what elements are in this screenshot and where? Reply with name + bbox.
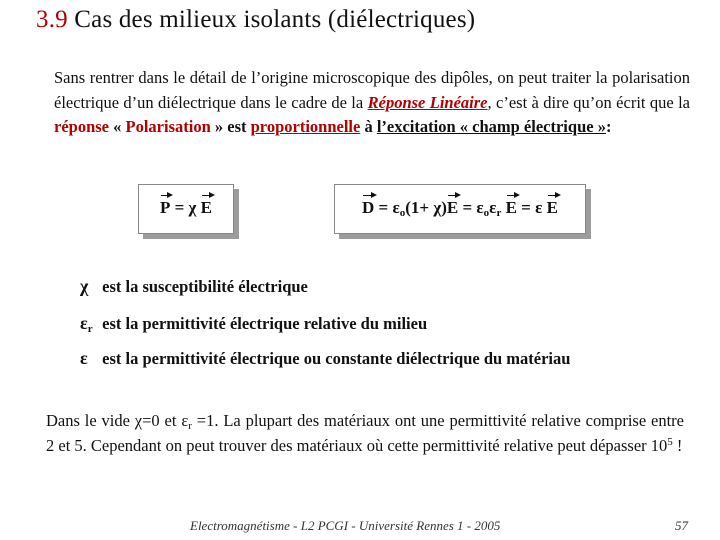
eq2-epsilon-r: ε [489, 198, 497, 217]
eq1-mid: = χ [170, 198, 201, 217]
vide-part-c: ! [672, 435, 683, 455]
vide-part-a: Dans le vide χ=0 et ε [46, 411, 189, 430]
eq2-part-d: = ε [516, 198, 547, 217]
eq2-sub-o: o [399, 207, 406, 219]
symbol-epsilon-2: ε [80, 348, 88, 368]
section-number: 3.9 [36, 6, 68, 33]
reponse-lineaire-term: Réponse Linéaire [367, 92, 488, 112]
equation-displacement-box [334, 184, 586, 234]
equation-polarisation-box [138, 184, 234, 234]
vide-sub-r: r [188, 420, 192, 432]
definition-chi-text: est la susceptibilité électrique [102, 277, 308, 296]
symbol-epsilon: ε [80, 313, 88, 333]
intro-quote-close: » est [210, 117, 251, 136]
definition-epsilon-text: est la permittivité électrique ou constante diélectrique du matériau [102, 349, 571, 368]
intro-text-9: à [360, 117, 377, 136]
vector-d: D [362, 198, 375, 217]
intro-text-1: Sans rentrer dans le détail de l’origine microscopique des dipôles, on peut traiter la polarisation électrique d’un diélectrique dans le cadre de la [54, 68, 690, 112]
vector-p: P [159, 198, 171, 217]
footer-text: Electromagnétisme - L2 PCGI - Université Rennes 1 - 2005 [190, 518, 501, 533]
vector-e: E [200, 198, 213, 217]
equation-polarisation [139, 198, 233, 218]
equation-displacement [335, 198, 585, 218]
vector-e-3: E [546, 198, 558, 217]
symbol-chi: χ [80, 276, 89, 296]
symbol-epsilon-r [80, 313, 98, 334]
eq2-part-c: = ε [458, 198, 484, 217]
eq2-part-a: = ε [374, 198, 400, 217]
polarisation-term: Polarisation [125, 117, 211, 136]
definition-epsilon-r-text: est la permittivité électrique relative du milieu [102, 314, 428, 333]
vide-sup-5: 5 [667, 435, 673, 448]
eq2-part-b: (1+ χ) [405, 198, 447, 217]
eq2-sub-o-2: o [483, 207, 490, 219]
vector-e-1: E [446, 198, 459, 217]
reponse-term: réponse [54, 117, 109, 136]
vector-e-2: E [505, 198, 517, 217]
symbol-sub-r: r [87, 323, 93, 335]
slide-title [36, 6, 475, 34]
proportionnelle-term: proportionnelle [250, 117, 361, 136]
definition-chi [80, 276, 308, 297]
definition-epsilon [80, 348, 570, 369]
intro-paragraph [54, 66, 690, 140]
vide-part-b: =1. La plupart des matériaux ont une permittivité relative comprise entre 2 et 5. Cependant on peut trouver des matériaux où cette permittivité relative peut dépasser 10 [46, 411, 684, 455]
intro-quote-open: « [109, 117, 126, 136]
page-number: 57 [675, 518, 688, 533]
excitation-term: l’excitation « champ électrique » [376, 117, 606, 136]
eq2-sub-r: r [496, 207, 502, 219]
intro-text-3: , c’est à dire qu’on écrit que la [487, 92, 690, 112]
title-text: Cas des milieux isolants (diélectriques) [67, 6, 476, 33]
intro-colon: : [605, 117, 612, 136]
definition-epsilon-r [80, 313, 427, 334]
vacuum-paragraph [46, 409, 684, 458]
